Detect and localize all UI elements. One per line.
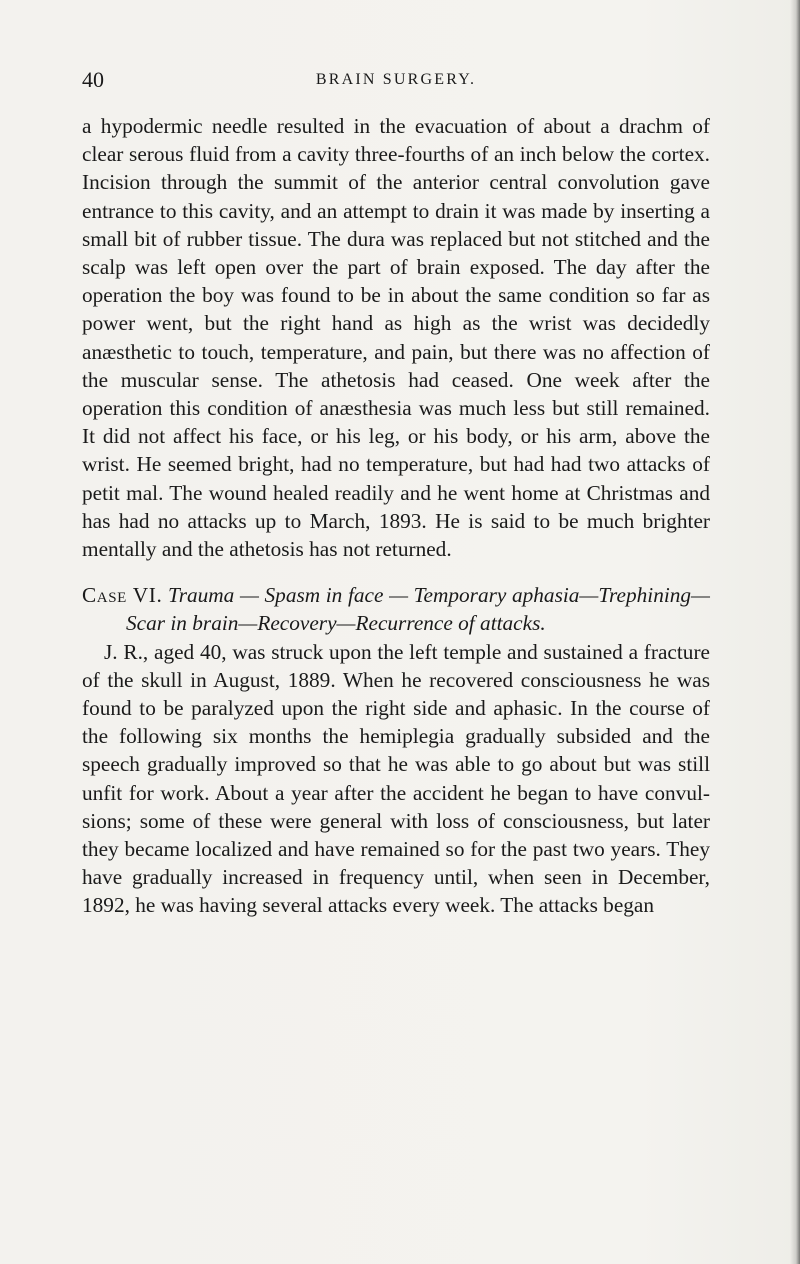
case-label: Case VI.	[82, 583, 163, 608]
case-heading	[82, 581, 710, 637]
running-head	[82, 66, 710, 94]
case-body-paragraph: J. R., aged 40, was struck upon the left temple and sustained a fracture of the skull in August, 1889. When he recovered consciousness he was found to be paralyzed upon the right side and aphasic. In the course of the following six months the hemiplegia gradually subsided and the speech gradually improved so that he was able to go about but was still unfit for work. About a year after the accident he began to have convulsions; some of these were general with loss of consciousness, but later they became localized and have remained so for the past two years. They have gradually increased in frequency until, when seen in December, 1892, he was having several attacks every week. The attacks began	[82, 639, 710, 918]
page-number: 40	[82, 67, 104, 92]
page-edge-shadow	[790, 0, 800, 1264]
body-text	[82, 112, 710, 920]
running-title: BRAIN SURGERY.	[315, 71, 477, 88]
case-title: Trauma — Spasm in face — Temporary aphasia—Trephining—Scar in brain—Recovery—Recurrence of attacks.	[126, 583, 710, 636]
paragraph-continued: a hypodermic needle resulted in the evacuation of about a drachm of clear serous fluid from a cavity three-fourths of an inch below the cortex. Incision through the summit of the anterior central convolution gave entrance to this cavity, and an attempt to drain it was made by inserting a small bit of rubber tissue. The dura was replaced but not stitched and the scalp was left open over the part of brain exposed. The day after the operation the boy was found to be in about the same condition so far as power went, but the right hand as high as the wrist was decidedly anæsthetic to touch, temperature, and pain, but there was no affection of the muscular sense. The athetosis had ceased. One week after the operation this condition of anæsthesia was much less but still remained. It did not affect his face, or his leg, or his body, or his arm, above the wrist. He seemed bright, had no temperature, but had had two attacks of petit mal. The wound healed readily and he went home at Christmas and has had no attacks up to March, 1893. He is said to be much brighter mentally and the athetosis has not returned.	[82, 114, 710, 562]
